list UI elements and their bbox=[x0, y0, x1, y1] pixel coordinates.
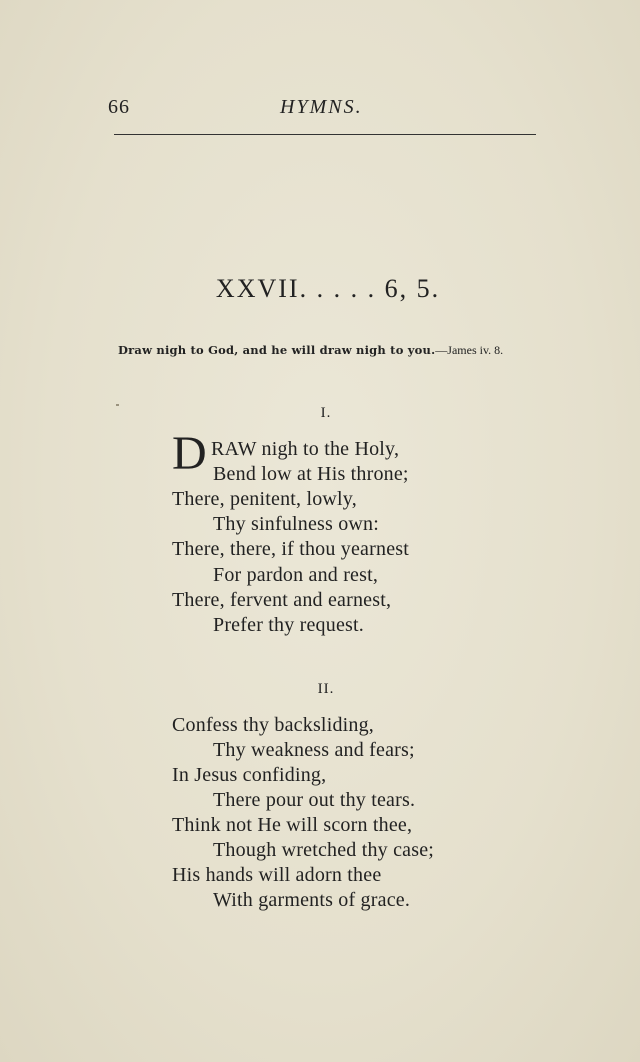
verse-line: Confess thy backsliding, bbox=[172, 714, 375, 736]
verse-line: With garments of grace. bbox=[213, 889, 411, 911]
drop-cap: D bbox=[172, 427, 207, 480]
header-rule bbox=[114, 134, 536, 135]
verse-line: Prefer thy request. bbox=[213, 614, 364, 636]
verse-line: Think not He will scorn thee, bbox=[172, 814, 413, 836]
page-number: 66 bbox=[108, 96, 130, 118]
verse-line: Thy weakness and fears; bbox=[213, 739, 415, 761]
verse-line: There, fervent and earnest, bbox=[172, 589, 392, 611]
epigraph-text: Draw nigh to God, and he will draw nigh to you. bbox=[118, 343, 436, 357]
epigraph-citation: —James iv. 8. bbox=[435, 343, 504, 357]
verse-line: His hands will adorn thee bbox=[172, 864, 382, 886]
verse-line: RAW nigh to the Holy, bbox=[211, 438, 400, 460]
verse-line: Thy sinfulness own: bbox=[213, 513, 380, 535]
stanza-number-1: I. bbox=[320, 405, 332, 421]
verse-line: In Jesus confiding, bbox=[172, 764, 327, 786]
verse-line: Bend low at His throne; bbox=[213, 463, 409, 485]
verse-line: For pardon and rest, bbox=[213, 564, 379, 586]
verse-line: There, penitent, lowly, bbox=[172, 488, 357, 510]
verse-line: Though wretched thy case; bbox=[213, 839, 435, 861]
epigraph bbox=[118, 343, 503, 358]
stanza-number-2: II. bbox=[317, 681, 335, 697]
verse-line: There, there, if thou yearnest bbox=[172, 538, 410, 560]
running-head: HYMNS. bbox=[280, 96, 363, 118]
verse-line: There pour out thy tears. bbox=[213, 789, 416, 811]
hymn-number-meter: XXVII. . . . . 6, 5. bbox=[215, 274, 441, 303]
